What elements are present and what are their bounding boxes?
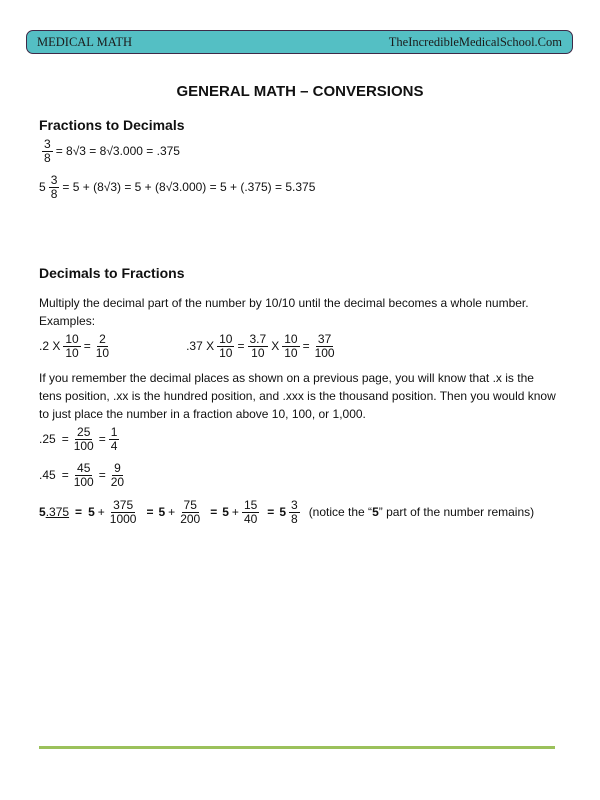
- equals-sign: =: [98, 432, 106, 447]
- note-text: (notice the “5” part of the number remains): [308, 505, 535, 520]
- equation-text: = 8√3 = 8√3.000 = .375: [55, 144, 180, 159]
- fraction: $\frac{9}{20}$: [110, 461, 125, 489]
- explanation-paragraph: If you remember the decimal places as shown on a previous page, you will know that .x is the tens position, .xx is the hundred position, and .xxx is the thousand position. Then you would know to just place the number in a fraction above 10, 100, or 1,000.: [39, 371, 556, 421]
- section-heading-decimals-to-fractions: Decimals to Fractions: [39, 265, 185, 281]
- fraction: $\frac{10}{10}$: [65, 332, 79, 360]
- times-sign: X: [271, 339, 280, 354]
- fraction: $\frac{10}{10}$: [284, 332, 298, 360]
- fraction: $\frac{25}{100}$: [73, 425, 94, 453]
- equals-sign: =: [302, 339, 310, 354]
- fraction: $\frac{37}{100}$: [314, 332, 335, 360]
- expression-text: .45: [39, 468, 56, 483]
- header-site: TheIncredibleMedicalSchool.Com: [388, 35, 562, 49]
- equals-sign: =: [146, 505, 154, 520]
- equals-sign: =: [267, 505, 275, 520]
- fraction: $\frac{1}{4}$: [110, 425, 118, 453]
- whole-number: 5: [222, 505, 229, 520]
- decimal-part: .375: [45, 505, 70, 520]
- example-row-3: [39, 426, 122, 452]
- whole-number: 5: [39, 180, 46, 195]
- equals-sign: =: [98, 468, 106, 483]
- example-row-1: [39, 333, 340, 359]
- equals-sign: =: [210, 505, 218, 520]
- fraction: $\frac{15}{40}$: [243, 498, 258, 526]
- whole-number: 5: [88, 505, 95, 520]
- section-heading-fractions-to-decimals: Fractions to Decimals: [39, 117, 185, 133]
- plus-sign: +: [231, 505, 239, 520]
- fraction: $\frac{10}{10}$: [219, 332, 233, 360]
- fraction: $\frac{3.7}{10}$: [249, 332, 267, 360]
- equation-text: = 5 + (8√3) = 5 + (8√3.000) = 5 + (.375) = 5.375: [62, 180, 316, 195]
- expression-text: .2 X: [39, 339, 61, 354]
- intro-text: Multiply the decimal part of the number by 10/10 until the decimal becomes a whole number.: [39, 296, 529, 310]
- fraction: $\frac{3}{8}$: [44, 137, 51, 165]
- fraction: $\frac{75}{200}$: [180, 498, 201, 526]
- equals-sign: =: [237, 339, 245, 354]
- whole-number: 5: [158, 505, 166, 520]
- equation-line-2: [39, 174, 315, 200]
- intro-paragraph: [39, 294, 559, 330]
- header-title: MEDICAL MATH: [37, 35, 133, 49]
- equals-sign: =: [75, 505, 83, 520]
- footer-divider: [39, 746, 555, 749]
- fraction: $\frac{45}{100}$: [73, 461, 94, 489]
- page-title: GENERAL MATH – CONVERSIONS: [176, 83, 424, 100]
- examples-label: Examples:: [39, 314, 96, 328]
- example-row-5: [39, 499, 534, 525]
- fraction: $\frac{3}{8}$: [291, 498, 298, 526]
- expression-text: .25: [39, 432, 56, 447]
- whole-number: 5: [39, 505, 46, 520]
- fraction: $\frac{3}{8}$: [50, 173, 58, 201]
- whole-number: 5: [279, 505, 286, 520]
- page-header-bar: [26, 30, 573, 54]
- plus-sign: +: [97, 505, 105, 520]
- equals-sign: =: [61, 432, 69, 447]
- expression-text: .37 X: [186, 339, 215, 354]
- example-row-4: [39, 462, 129, 488]
- fraction: $\frac{375}{1000}$: [109, 498, 137, 526]
- equation-line-1: [39, 138, 180, 164]
- fraction: $\frac{2}{10}$: [95, 332, 110, 360]
- equals-sign: =: [83, 339, 91, 354]
- plus-sign: +: [168, 505, 176, 520]
- equals-sign: =: [61, 468, 69, 483]
